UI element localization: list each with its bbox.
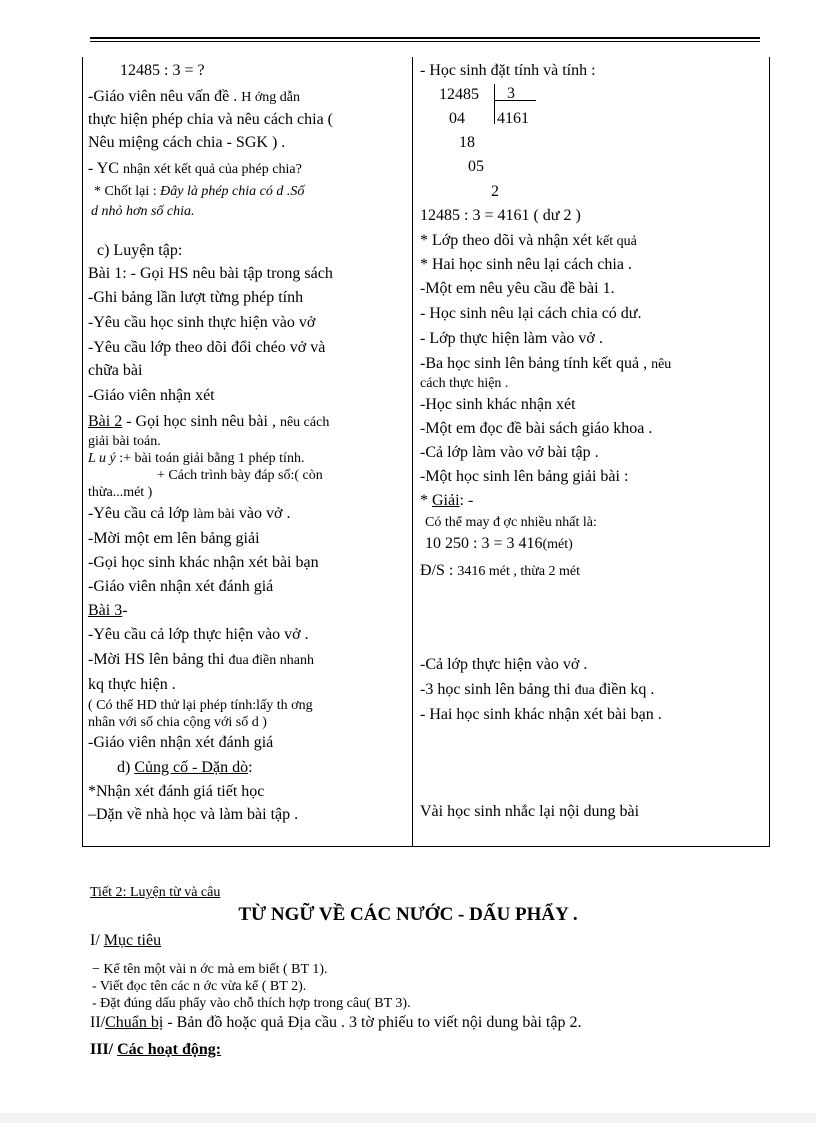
right-text: (mét) bbox=[542, 537, 573, 552]
giai-heading bbox=[420, 492, 473, 510]
left-text: * Chốt lại : bbox=[94, 184, 157, 199]
right-line: -Cả lớp thực hiện vào vở . bbox=[420, 656, 588, 673]
right-text: nêu bbox=[651, 357, 672, 372]
division-rule bbox=[494, 100, 536, 101]
bai2-label: Bài 2 bbox=[88, 413, 123, 430]
preparation-text: - Bản đồ hoặc quả Địa cầu . 3 tờ phiếu to viết nội dung bài tập 2. bbox=[163, 1014, 582, 1031]
lesson-period-subject: : Luyện từ và câu bbox=[122, 885, 221, 900]
right-line bbox=[420, 681, 654, 699]
right-text: -Ba học sinh lên bảng tính kết quả , bbox=[420, 355, 648, 372]
division-remainder: 04 bbox=[449, 110, 465, 127]
left-line: d nhỏ hơn số chia. bbox=[91, 204, 195, 219]
left-line bbox=[88, 602, 128, 620]
left-line bbox=[88, 451, 304, 467]
left-text: : - Gọi HS nêu bài tập trong sách bbox=[122, 265, 333, 282]
left-line: -Giáo viên nhận xét bbox=[88, 387, 215, 404]
activities-heading bbox=[90, 1041, 221, 1059]
objective-item: - Đặt đúng dấu phẩy vào chỗ thích hợp trong câu( BT 3). bbox=[92, 996, 411, 1011]
left-text: nêu cách bbox=[279, 415, 330, 430]
division-quotient: 4161 bbox=[497, 110, 529, 127]
right-line: -Một em nêu yêu cầu đề bài 1. bbox=[420, 280, 615, 297]
right-line: Có thể may đ ợc nhiều nhất là: bbox=[425, 515, 597, 530]
right-line: - Lớp thực hiện làm vào vở . bbox=[420, 330, 603, 347]
right-line bbox=[425, 535, 573, 553]
right-line bbox=[420, 232, 637, 250]
section-d-letter: d) bbox=[117, 759, 131, 776]
activities-prefix: III/ bbox=[90, 1041, 114, 1058]
right-line: - Học sinh đặt tính và tính : bbox=[420, 62, 596, 79]
activities-title: Các hoạt động: bbox=[117, 1041, 222, 1058]
left-text: vào vở . bbox=[238, 505, 291, 522]
left-text: làm bài bbox=[193, 507, 235, 522]
left-text: -Yêu cầu cả lớp bbox=[88, 505, 190, 522]
objectives-title: Mục tiêu bbox=[103, 932, 162, 949]
page-bottom-edge bbox=[0, 1113, 816, 1123]
lesson-period bbox=[90, 885, 220, 901]
right-line: 12485 : 3 = 4161 ( dư 2 ) bbox=[420, 207, 581, 224]
header-rule-thin bbox=[90, 41, 760, 42]
division-dividend: 12485 bbox=[439, 86, 479, 103]
left-line: *Nhận xét đánh giá tiết học bbox=[88, 783, 265, 800]
left-text: -Giáo viên nêu vấn đề . bbox=[88, 88, 238, 105]
division-remainder: 2 bbox=[491, 183, 499, 200]
left-line: nhân với số chia cộng với số d ) bbox=[88, 715, 267, 730]
preparation-title: Chuẩn bị bbox=[105, 1014, 164, 1031]
lesson-title: TỪ NGỮ VỀ CÁC NƯỚC - DẤU PHẨY . bbox=[238, 904, 578, 925]
left-text: H ớng dẫn bbox=[241, 90, 301, 105]
right-line: cách thực hiện . bbox=[420, 376, 509, 391]
right-line: -Học sinh khác nhận xét bbox=[420, 396, 576, 413]
section-d-title: Củng cố - Dặn dò bbox=[134, 759, 249, 776]
left-line: thực hiện phép chia và nêu cách chia ( bbox=[88, 111, 333, 128]
left-line: -Mời một em lên bảng giải bbox=[88, 530, 260, 547]
right-line: - Hai học sinh khác nhận xét bài bạn . bbox=[420, 706, 662, 723]
division-remainder: 18 bbox=[459, 134, 475, 151]
section-c-heading: c) Luyện tập: bbox=[97, 242, 183, 259]
bai3-label: Bài 3 bbox=[88, 602, 123, 619]
left-line: thừa...mét ) bbox=[88, 485, 153, 500]
left-line: + Cách trình bày đáp số:( còn bbox=[157, 468, 323, 483]
right-line bbox=[420, 562, 580, 580]
giai-rest: : - bbox=[459, 492, 474, 509]
preparation-line bbox=[90, 1014, 581, 1032]
left-line: -Yêu cầu học sinh thực hiện vào vở bbox=[88, 314, 316, 331]
left-text: đua điền nhanh bbox=[228, 653, 314, 668]
right-line: * Hai học sinh nêu lại cách chia . bbox=[420, 256, 632, 273]
left-line: Nêu miệng cách chia - SGK ) . bbox=[88, 134, 286, 151]
header-rule-thick bbox=[90, 37, 760, 39]
section-d-colon: : bbox=[248, 759, 253, 776]
right-text: kết quả bbox=[595, 234, 637, 249]
division-divisor: 3 bbox=[507, 85, 515, 102]
objectives-heading bbox=[90, 932, 161, 950]
left-line bbox=[88, 413, 329, 431]
right-text: đua bbox=[574, 683, 595, 698]
left-text: - bbox=[122, 602, 128, 619]
preparation-prefix: II/ bbox=[90, 1014, 106, 1031]
right-line: -Một em đọc đề bài sách giáo khoa . bbox=[420, 420, 653, 437]
right-text: 3416 mét , thừa 2 mét bbox=[457, 564, 581, 579]
left-line: -Gọi học sinh khác nhận xét bài bạn bbox=[88, 554, 319, 571]
left-line: giải bài toán. bbox=[88, 434, 161, 449]
left-text: nhận xét kết quả của phép chia? bbox=[122, 162, 302, 177]
division-remainder: 05 bbox=[468, 158, 484, 175]
left-line: chữa bài bbox=[88, 362, 143, 379]
problem-statement: 12485 : 3 = ? bbox=[120, 62, 205, 79]
left-text: :+ bài toán giải bằng 1 phép tính. bbox=[119, 451, 305, 466]
left-line: -Yêu cầu cả lớp thực hiện vào vở . bbox=[88, 626, 309, 643]
left-line: -Yêu cầu lớp theo dõi đổi chéo vở và bbox=[88, 339, 326, 356]
right-text: 10 250 : 3 = 3 416 bbox=[425, 535, 543, 552]
left-line: -Giáo viên nhận xét đánh giá bbox=[88, 578, 274, 595]
left-text: -Mời HS lên bảng thi bbox=[88, 651, 225, 668]
right-text: -3 học sinh lên bảng thi bbox=[420, 681, 571, 698]
bai1-label: Bài 1 bbox=[88, 265, 123, 282]
left-line bbox=[94, 184, 304, 200]
giai-label: Giải bbox=[432, 492, 460, 509]
left-line bbox=[88, 88, 300, 106]
right-line: Vài học sinh nhắc lại nội dung bài bbox=[420, 803, 640, 820]
left-line bbox=[88, 651, 314, 669]
left-line bbox=[88, 505, 290, 523]
right-line: - Học sinh nêu lại cách chia có dư. bbox=[420, 305, 642, 322]
left-line: -Ghi bảng lần lượt từng phép tính bbox=[88, 289, 304, 306]
left-line: ( Có thể HD thử lại phép tính:lấy th ơng bbox=[88, 698, 313, 713]
section-d-heading bbox=[117, 759, 253, 777]
left-text: - YC bbox=[88, 160, 119, 177]
left-text: Đây là phép chia có d .Số bbox=[160, 184, 305, 199]
giai-star: * bbox=[420, 492, 428, 509]
right-text: điền kq . bbox=[598, 681, 655, 698]
right-text: Đ/S : bbox=[420, 562, 454, 579]
left-line: –Dặn về nhà học và làm bài tập . bbox=[88, 806, 299, 823]
left-text: - Gọi học sinh nêu bài , bbox=[122, 413, 276, 430]
division-bar bbox=[494, 84, 495, 124]
left-line: -Giáo viên nhận xét đánh giá bbox=[88, 734, 274, 751]
left-line: kq thực hiện . bbox=[88, 676, 176, 693]
right-line: -Một học sinh lên bảng giải bài : bbox=[420, 468, 629, 485]
table-column-divider bbox=[412, 57, 413, 847]
objective-item: - Viết đọc tên các n ớc vừa kể ( BT 2). bbox=[92, 979, 307, 994]
objectives-prefix: I/ bbox=[90, 932, 100, 949]
right-text: * Lớp theo dõi và nhận xét bbox=[420, 232, 592, 249]
lesson-period-label: Tiết 2 bbox=[90, 885, 123, 900]
luu-y-label: L u ý bbox=[88, 451, 116, 466]
right-line bbox=[420, 355, 671, 373]
right-line: -Cả lớp làm vào vở bài tập . bbox=[420, 444, 599, 461]
left-line bbox=[88, 265, 333, 283]
left-line bbox=[88, 160, 302, 178]
objective-item: − Kể tên một vài n ớc mà em biết ( BT 1). bbox=[92, 962, 328, 977]
